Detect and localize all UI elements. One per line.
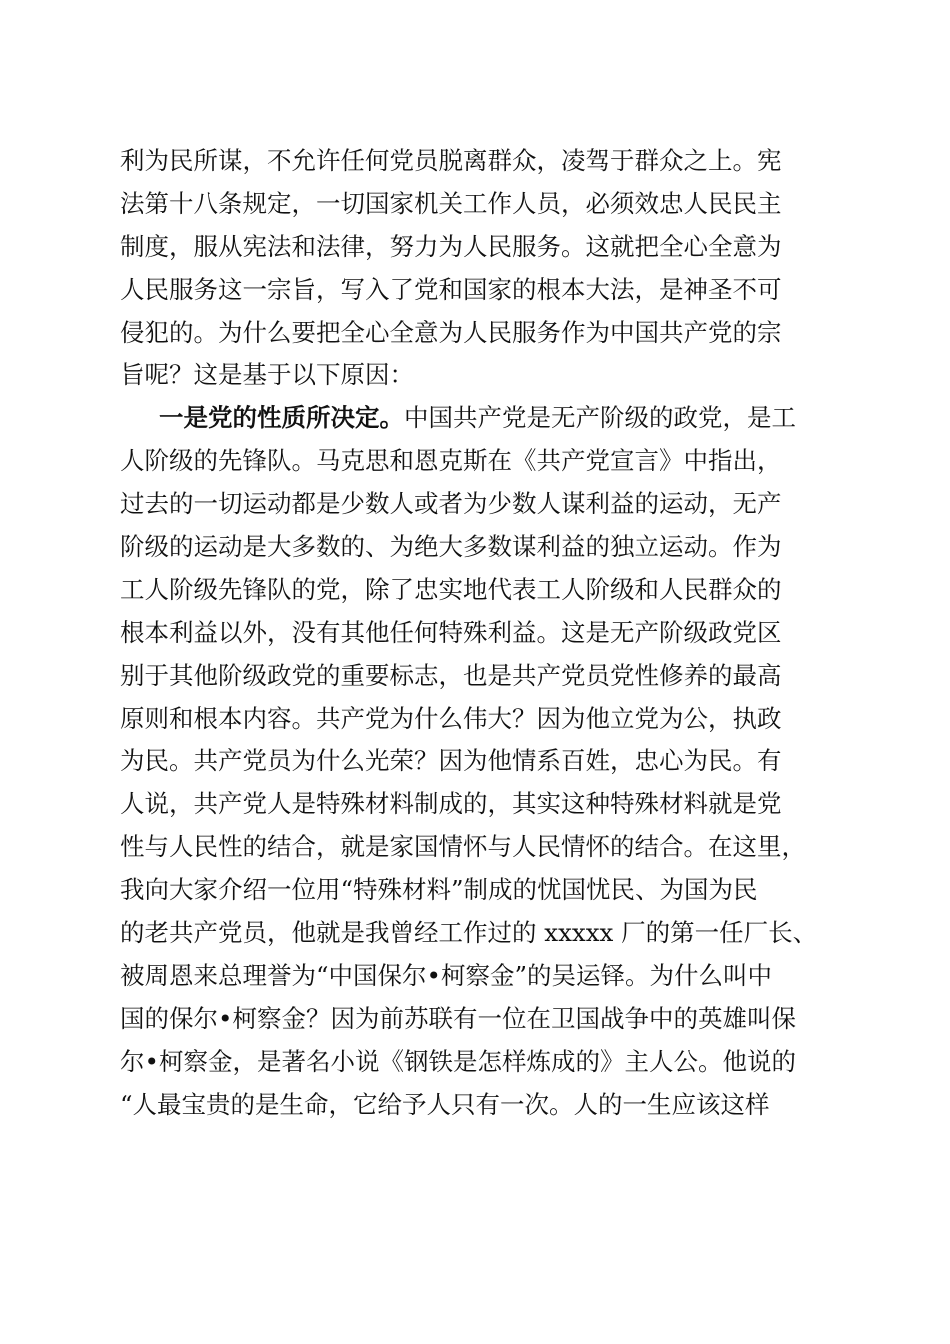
text-line: 利为民所谋，不允许任何党员脱离群众，凌驾于群众之上。宪 xyxy=(120,146,782,175)
text-line: 国的保尔•柯察金？因为前苏联有一位在卫国战争中的英雄叫保 xyxy=(120,1003,796,1033)
text-line: 性与人民性的结合，就是家国情怀与人民情怀的结合。在这里， xyxy=(120,832,806,862)
paragraph-first-line-text: 中国共产党是无产阶级的政党，是工 xyxy=(404,403,796,433)
text-line: 侵犯的。为什么要把全心全意为人民服务作为中国共产党的宗 xyxy=(120,317,782,347)
text-line: 阶级的运动是大多数的、为绝大多数谋利益的独立运动。作为 xyxy=(120,532,782,562)
text-line: 的老共产党员，他就是我曾经工作过的 xxxxx 厂的第一任厂长、 xyxy=(120,918,818,948)
text-line: 别于其他阶级政党的重要标志，也是共产党员党性修养的最高 xyxy=(120,660,782,690)
text-line: 过去的一切运动都是少数人或者为少数人谋利益的运动，无产 xyxy=(120,489,782,519)
text-line: 旨呢？这是基于以下原因： xyxy=(120,360,414,390)
paragraph-lead-heading: 一是党的性质所决定。 xyxy=(159,403,404,433)
text-line: 法第十八条规定，一切国家机关工作人员，必须效忠人民民主 xyxy=(120,188,782,218)
paragraph-first-line xyxy=(120,397,840,439)
text-line: 制度，服从宪法和法律，努力为人民服务。这就把全心全意为 xyxy=(120,231,782,261)
text-line: 人民服务这一宗旨，写入了党和国家的根本大法，是神圣不可 xyxy=(120,274,782,304)
text-line: 我向大家介绍一位用“特殊材料”制成的忧国忧民、为国为民 xyxy=(120,875,758,905)
text-line: 被周恩来总理誉为“中国保尔•柯察金”的吴运铎。为什么叫中 xyxy=(120,960,772,990)
text-line: 为民。共产党员为什么光荣？因为他情系百姓，忠心为民。有 xyxy=(120,746,782,776)
body-text xyxy=(120,140,840,1126)
text-line: 尔•柯察金，是著名小说《钢铁是怎样炼成的》主人公。他说的 xyxy=(120,1046,796,1076)
text-line: 工人阶级先锋队的党，除了忠实地代表工人阶级和人民群众的 xyxy=(120,574,782,604)
text-line: 人阶级的先锋队。马克思和恩克斯在《共产党宣言》中指出， xyxy=(120,446,782,476)
text-line: 原则和根本内容。共产党为什么伟大？因为他立党为公，执政 xyxy=(120,703,782,733)
text-line: “人最宝贵的是生命，它给予人只有一次。人的一生应该这样 xyxy=(120,1089,770,1119)
text-line: 根本利益以外，没有其他任何特殊利益。这是无产阶级政党区 xyxy=(120,617,782,647)
text-line: 人说，共产党人是特殊材料制成的，其实这种特殊材料就是党 xyxy=(120,789,782,819)
